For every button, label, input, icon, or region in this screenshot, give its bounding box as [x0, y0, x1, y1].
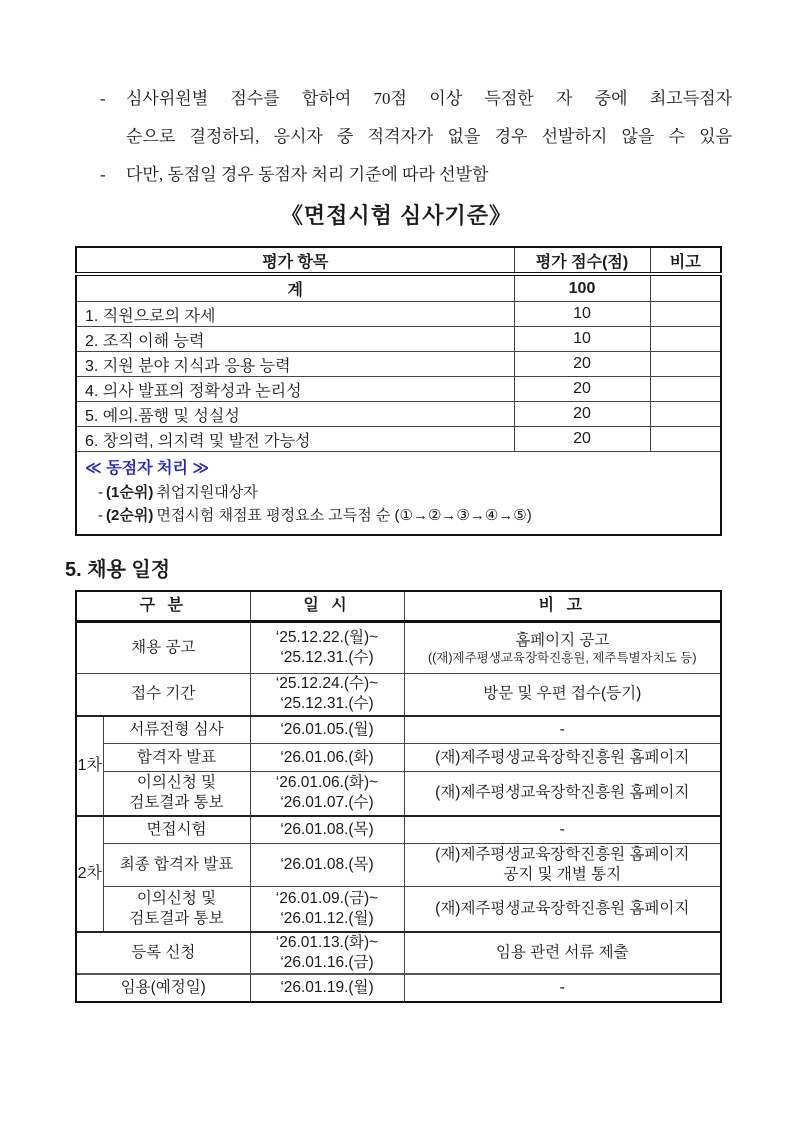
schedule-date-line: ‘26.01.06.(화)~ [275, 774, 379, 792]
tiebreak-row [76, 452, 721, 536]
schedule-header-date: 일 시 [250, 591, 404, 622]
schedule-row [76, 716, 721, 744]
schedule-note-small: ((재)제주평생교육장학진흥원, 제주특별자치도 등) [427, 650, 697, 665]
schedule-row [76, 816, 721, 844]
criteria-row [76, 327, 721, 352]
schedule-label-line: 이의신청 및 [136, 774, 217, 792]
schedule-note: - [404, 974, 721, 1002]
schedule-row [76, 932, 721, 974]
criteria-row-score: 20 [514, 402, 650, 427]
schedule-date-line: ‘25.12.22.(월)~ [275, 629, 379, 646]
criteria-header-row [76, 247, 721, 274]
criteria-row-label: 6. 창의력, 의지력 및 발전 가능성 [76, 427, 514, 452]
schedule-note-line: 공지 및 개별 통지 [503, 866, 622, 883]
schedule-date-line: ‘26.01.13.(화)~ [275, 933, 379, 951]
schedule-date-line: ‘25.12.31.(수) [280, 695, 374, 713]
schedule-date-line: ‘25.12.31.(수) [280, 649, 374, 666]
schedule-label-line: 검토결과 통보 [129, 794, 224, 812]
criteria-total-label: 계 [76, 274, 514, 302]
tiebreak-marker: - [98, 484, 103, 501]
schedule-label-line: 이의신청 및 [136, 889, 217, 907]
criteria-row-label: 5. 예의.품행 및 성실성 [76, 402, 514, 427]
tiebreak-rank: (1순위) [106, 484, 154, 501]
schedule-date [250, 772, 404, 816]
schedule-date: ‘26.01.08.(목) [250, 844, 404, 887]
schedule-label: 합격자 발표 [103, 744, 250, 772]
schedule-phase-2: 2차 [76, 816, 103, 932]
schedule-note: - [404, 716, 721, 744]
schedule-note: (재)제주평생교육장학진흥원 홈페이지 [404, 744, 721, 772]
schedule-note: (재)제주평생교육장학진흥원 홈페이지 [404, 887, 721, 932]
section-heading: 5. 채용 일정 [65, 559, 171, 581]
bullet-line: 순으로 결정하되, 응시자 중 적격자가 없을 경우 선발하지 않을 수 있음 [126, 127, 732, 146]
schedule-date-line: ‘26.01.09.(금)~ [275, 889, 379, 907]
criteria-header-note: 비고 [650, 247, 721, 274]
tiebreak-item [85, 504, 712, 527]
bullet-marker: - [100, 89, 106, 108]
criteria-row [76, 352, 721, 377]
schedule-row [76, 674, 721, 716]
bullet-text [126, 80, 732, 156]
schedule-note: 임용 관련 서류 제출 [404, 932, 721, 974]
schedule-label: 등록 신청 [76, 932, 250, 974]
criteria-row [76, 377, 721, 402]
schedule-label-line: 검토결과 통보 [129, 909, 224, 927]
schedule-table [75, 590, 722, 1003]
schedule-note-line: (재)제주평생교육장학진흥원 홈페이지 [435, 846, 690, 863]
criteria-row [76, 302, 721, 327]
criteria-row-label: 1. 직원으로의 자세 [76, 302, 514, 327]
schedule-label: 최종 합격자 발표 [103, 844, 250, 887]
schedule-date: ‘26.01.19.(월) [250, 974, 404, 1002]
tiebreak-rank: (2순위) [106, 507, 154, 524]
criteria-row-note [650, 327, 721, 352]
schedule-label: 서류전형 심사 [103, 716, 250, 744]
schedule-label [103, 887, 250, 932]
criteria-total-score: 100 [514, 274, 650, 302]
criteria-total-row [76, 274, 721, 302]
bullet-item [100, 80, 732, 156]
criteria-row-label: 3. 지원 분야 지식과 응용 능력 [76, 352, 514, 377]
bullet-line: 다만, 동점일 경우 동점자 처리 기준에 따라 선발함 [126, 165, 489, 184]
criteria-row-score: 20 [514, 427, 650, 452]
tiebreak-text: 취업지원대상자 [156, 484, 258, 501]
schedule-date: ‘26.01.08.(목) [250, 816, 404, 844]
bullet-marker: - [100, 165, 106, 184]
criteria-row-note [650, 427, 721, 452]
schedule-row [76, 844, 721, 887]
schedule-date [250, 622, 404, 674]
criteria-row-score: 10 [514, 302, 650, 327]
tiebreak-text: 면접시험 채점표 평정요소 고득점 순 (①→②→③→④→⑤) [156, 507, 532, 524]
criteria-header-score: 평가 점수(점) [514, 247, 650, 274]
bullet-item [100, 156, 732, 194]
schedule-row [76, 772, 721, 816]
schedule-date [250, 932, 404, 974]
schedule-note: 방문 및 우편 접수(등기) [404, 674, 721, 716]
schedule-phase-1: 1차 [76, 716, 103, 816]
criteria-row-label: 4. 의사 발표의 정확성과 논리성 [76, 377, 514, 402]
schedule-label: 면접시험 [103, 816, 250, 844]
criteria-row-note [650, 402, 721, 427]
schedule-note: - [404, 816, 721, 844]
schedule-note-line: 홈페이지 공고 [515, 631, 610, 649]
criteria-row-note [650, 302, 721, 327]
schedule-date [250, 674, 404, 716]
criteria-row-label: 2. 조직 이해 능력 [76, 327, 514, 352]
criteria-row-score: 20 [514, 352, 650, 377]
schedule-note: (재)제주평생교육장학진흥원 홈페이지 [404, 772, 721, 816]
criteria-row-score: 10 [514, 327, 650, 352]
schedule-row [76, 622, 721, 674]
schedule-date [250, 887, 404, 932]
schedule-header-category: 구 분 [76, 591, 250, 622]
schedule-label: 접수 기간 [76, 674, 250, 716]
schedule-date: ‘26.01.05.(월) [250, 716, 404, 744]
tiebreak-cell [76, 452, 721, 536]
schedule-row [76, 887, 721, 932]
tiebreak-item [85, 481, 712, 504]
schedule-note [404, 844, 721, 887]
criteria-table-title: 《면접시험 심사기준》 [280, 203, 513, 228]
criteria-total-note [650, 274, 721, 302]
schedule-date: ‘26.01.06.(화) [250, 744, 404, 772]
schedule-label: 임용(예정일) [76, 974, 250, 1002]
schedule-label: 채용 공고 [76, 622, 250, 674]
schedule-date-line: ‘26.01.07.(수) [280, 794, 374, 812]
schedule-label [103, 772, 250, 816]
criteria-row-note [650, 377, 721, 402]
criteria-table [75, 246, 722, 536]
criteria-row [76, 402, 721, 427]
criteria-row-note [650, 352, 721, 377]
tiebreak-marker: - [98, 507, 103, 524]
criteria-row [76, 427, 721, 452]
intro-bullets [100, 80, 732, 194]
criteria-header-item: 평가 항목 [76, 247, 514, 274]
tiebreak-title: ≪ 동점자 처리 ≫ [85, 460, 210, 477]
bullet-line: 심사위원별 점수를 합하여 70점 이상 득점한 자 중에 최고득점자 [126, 89, 732, 108]
schedule-date-line: ‘25.12.24.(수)~ [275, 675, 379, 693]
bullet-text [126, 156, 732, 194]
schedule-header-row [76, 591, 721, 622]
schedule-date-line: ‘26.01.16.(금) [280, 953, 374, 971]
criteria-row-score: 20 [514, 377, 650, 402]
schedule-header-note: 비 고 [404, 591, 721, 622]
schedule-row [76, 974, 721, 1002]
schedule-date-line: ‘26.01.12.(월) [280, 909, 374, 927]
schedule-row [76, 744, 721, 772]
schedule-note [404, 622, 721, 674]
